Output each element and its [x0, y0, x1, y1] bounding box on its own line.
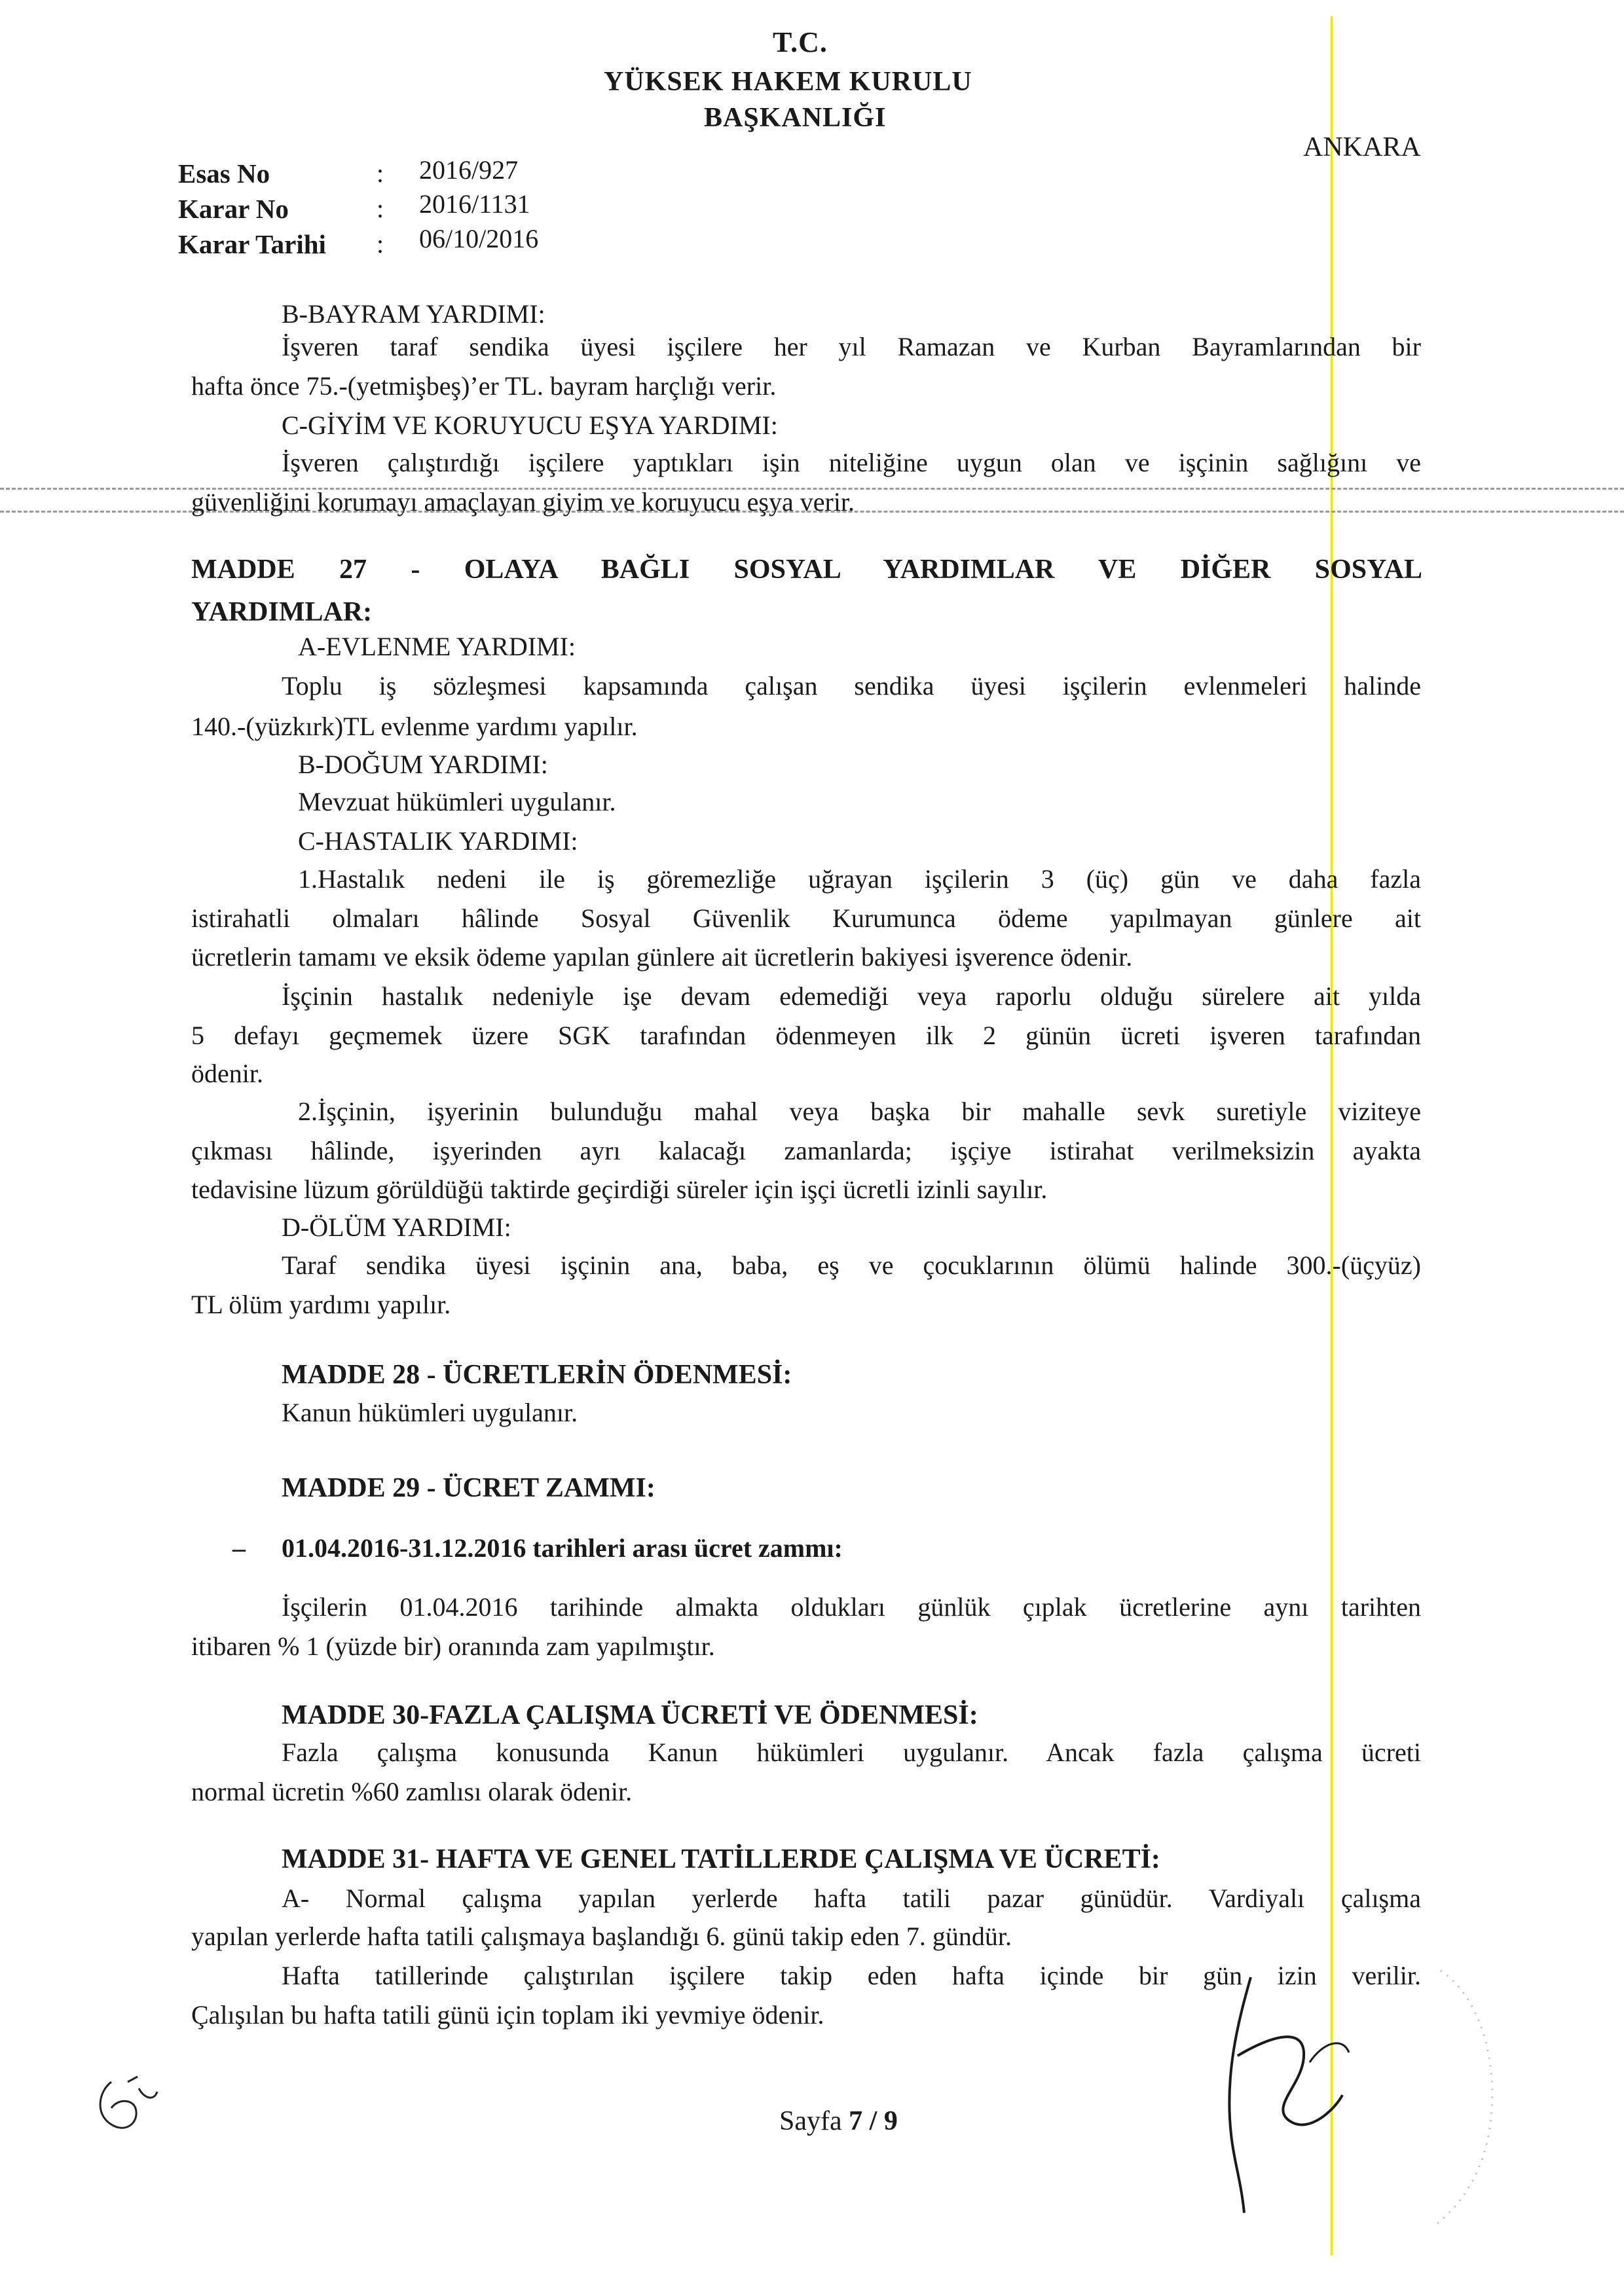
hastalik-title: C-HASTALIK YARDIMI: — [298, 826, 578, 856]
hastalik-line: ödenir. — [191, 1059, 263, 1088]
page-current: 7 — [849, 2106, 863, 2136]
page-prefix: Sayfa — [779, 2106, 849, 2136]
madde31-title: MADDE 31- HAFTA VE GENEL TATİLLERDE ÇALIŞMA VE ÜCRETİ: — [282, 1844, 1160, 1874]
karar-value: 2016/1131 — [419, 189, 530, 219]
stamp-trace — [1428, 1958, 1506, 2232]
tarih-value: 06/10/2016 — [419, 224, 539, 253]
hastalik-line: tedavisine lüzum görüldüğü taktirde geçirdiği süreler için işçi ücretli izinli sayılır. — [191, 1175, 1048, 1204]
madde30-title: MADDE 30-FAZLA ÇALIŞMA ÜCRETİ VE ÖDENMESİ: — [282, 1700, 978, 1730]
signature — [1211, 1964, 1382, 2226]
tarih-sep: : — [377, 229, 384, 259]
evlenme-title: A-EVLENME YARDIMI: — [298, 632, 576, 661]
hastalik-line: 2.İşçinin, işyerinin bulunduğu mahal veya başka bir mahalle sevk suretiyle viziteye — [298, 1097, 1421, 1126]
giyim-title: C-GİYİM VE KORUYUCU EŞYA YARDIMI: — [282, 410, 778, 440]
madde29-line: İşçilerin 01.04.2016 tarihinde almakta oldukları günlük çıplak ücretlerine aynı tarihten — [282, 1592, 1421, 1622]
madde31-line: A- Normal çalışma yapılan yerlerde hafta tatili pazar günüdür. Vardiyalı çalışma — [282, 1884, 1421, 1913]
dogum-title: B-DOĞUM YARDIMI: — [298, 750, 548, 779]
hastalik-line: ücretlerin tamamı ve eksik ödeme yapılan günlere ait ücretlerin bakiyesi işverence ödenir. — [191, 942, 1133, 972]
esas-sep: : — [377, 158, 384, 188]
handwritten-mark — [92, 2062, 170, 2141]
evlenme-line: 140.-(yüzkırk)TL evlenme yardımı yapılır. — [191, 712, 638, 741]
dogum-line: Mevzuat hükümleri uygulanır. — [298, 787, 616, 816]
madde31-line: Çalışılan bu hafta tatili günü için toplam iki yevmiye ödenir. — [191, 2000, 824, 2030]
esas-value: 2016/927 — [419, 155, 519, 185]
esas-label: Esas No — [178, 158, 270, 189]
madde31-line: yapılan yerlerde hafta tatili çalışmaya başlandığı 6. günü takip eden 7. gündür. — [191, 1922, 1012, 1951]
bayram-title: B-BAYRAM YARDIMI: — [282, 299, 545, 329]
hastalik-line: istirahatli olmaları hâlinde Sosyal Güvenlik Kurumunca ödeme yapılmayan günlere ait — [191, 903, 1421, 933]
header-city: ANKARA — [1303, 132, 1421, 162]
madde29-title: MADDE 29 - ÜCRET ZAMMI: — [282, 1473, 655, 1503]
madde31-line: Hafta tatillerinde çalıştırılan işçilere takip eden hafta içinde bir gün izin verilir. — [282, 1961, 1421, 1990]
page-sep: / — [862, 2106, 884, 2136]
header-office: BAŞKANLIĞI — [704, 103, 887, 133]
madde27-title: MADDE 27 - OLAYA BAĞLI SOSYAL YARDIMLAR VE DİĞER SOSYAL — [191, 555, 1422, 585]
olum-line: Taraf sendika üyesi işçinin ana, baba, eş ve çocuklarının ölümü halinde 300.-(üçyüz) — [282, 1250, 1421, 1280]
madde30-line: normal ücretin %60 zamlısı olarak ödenir. — [191, 1777, 633, 1806]
madde29-dash: – — [232, 1533, 246, 1563]
tarih-label: Karar Tarihi — [178, 229, 326, 259]
karar-sep: : — [377, 194, 384, 223]
page-total: 9 — [883, 2106, 898, 2136]
page-number — [779, 2105, 898, 2138]
giyim-line: güvenliğini korumayı amaçlayan giyim ve koruyucu eşya verir. — [191, 487, 855, 517]
madde29-subtitle: 01.04.2016-31.12.2016 tarihleri arası ücret zammı: — [282, 1533, 843, 1563]
madde27-title-cont: YARDIMLAR: — [191, 597, 373, 627]
hastalik-line: 5 defayı geçmemek üzere SGK tarafından ödenmeyen ilk 2 günün ücreti işveren tarafından — [191, 1021, 1421, 1050]
madde30-line: Fazla çalışma konusunda Kanun hükümleri uygulanır. Ancak fazla çalışma ücreti — [282, 1738, 1421, 1767]
header-institution: YÜKSEK HAKEM KURULU — [604, 67, 972, 97]
bayram-line: İşveren taraf sendika üyesi işçilere her yıl Ramazan ve Kurban Bayramlarından bir — [282, 332, 1421, 361]
giyim-line: İşveren çalıştırdığı işçilere yaptıkları işin niteliğine uygun olan ve işçinin sağlığını ve — [282, 448, 1421, 477]
bayram-line: hafta önce 75.-(yetmişbeş)’er TL. bayram harçlığı verir. — [191, 371, 777, 401]
madde28-line: Kanun hükümleri uygulanır. — [282, 1398, 578, 1427]
madde29-line: itibaren % 1 (yüzde bir) oranında zam yapılmıştır. — [191, 1631, 715, 1661]
hastalik-line: İşçinin hastalık nedeniyle işe devam edemediği veya raporlu olduğu sürelere ait yılda — [282, 981, 1421, 1011]
evlenme-line: Toplu iş sözleşmesi kapsamında çalışan sendika üyesi işçilerin evlenmeleri halinde — [282, 671, 1421, 701]
hastalik-line: çıkması hâlinde, işyerinden ayrı kalacağı zamanlarda; işçiye istirahat verilmeksizin ayakta — [191, 1136, 1421, 1165]
karar-label: Karar No — [178, 194, 289, 224]
madde28-title: MADDE 28 - ÜCRETLERİN ÖDENMESİ: — [282, 1360, 792, 1390]
header-tc: T.C. — [773, 26, 828, 58]
olum-title: D-ÖLÜM YARDIMI: — [282, 1212, 511, 1242]
hastalik-line: 1.Hastalık nedeni ile iş göremezliğe uğrayan işçilerin 3 (üç) gün ve daha fazla — [298, 864, 1421, 894]
olum-line: TL ölüm yardımı yapılır. — [191, 1290, 451, 1319]
